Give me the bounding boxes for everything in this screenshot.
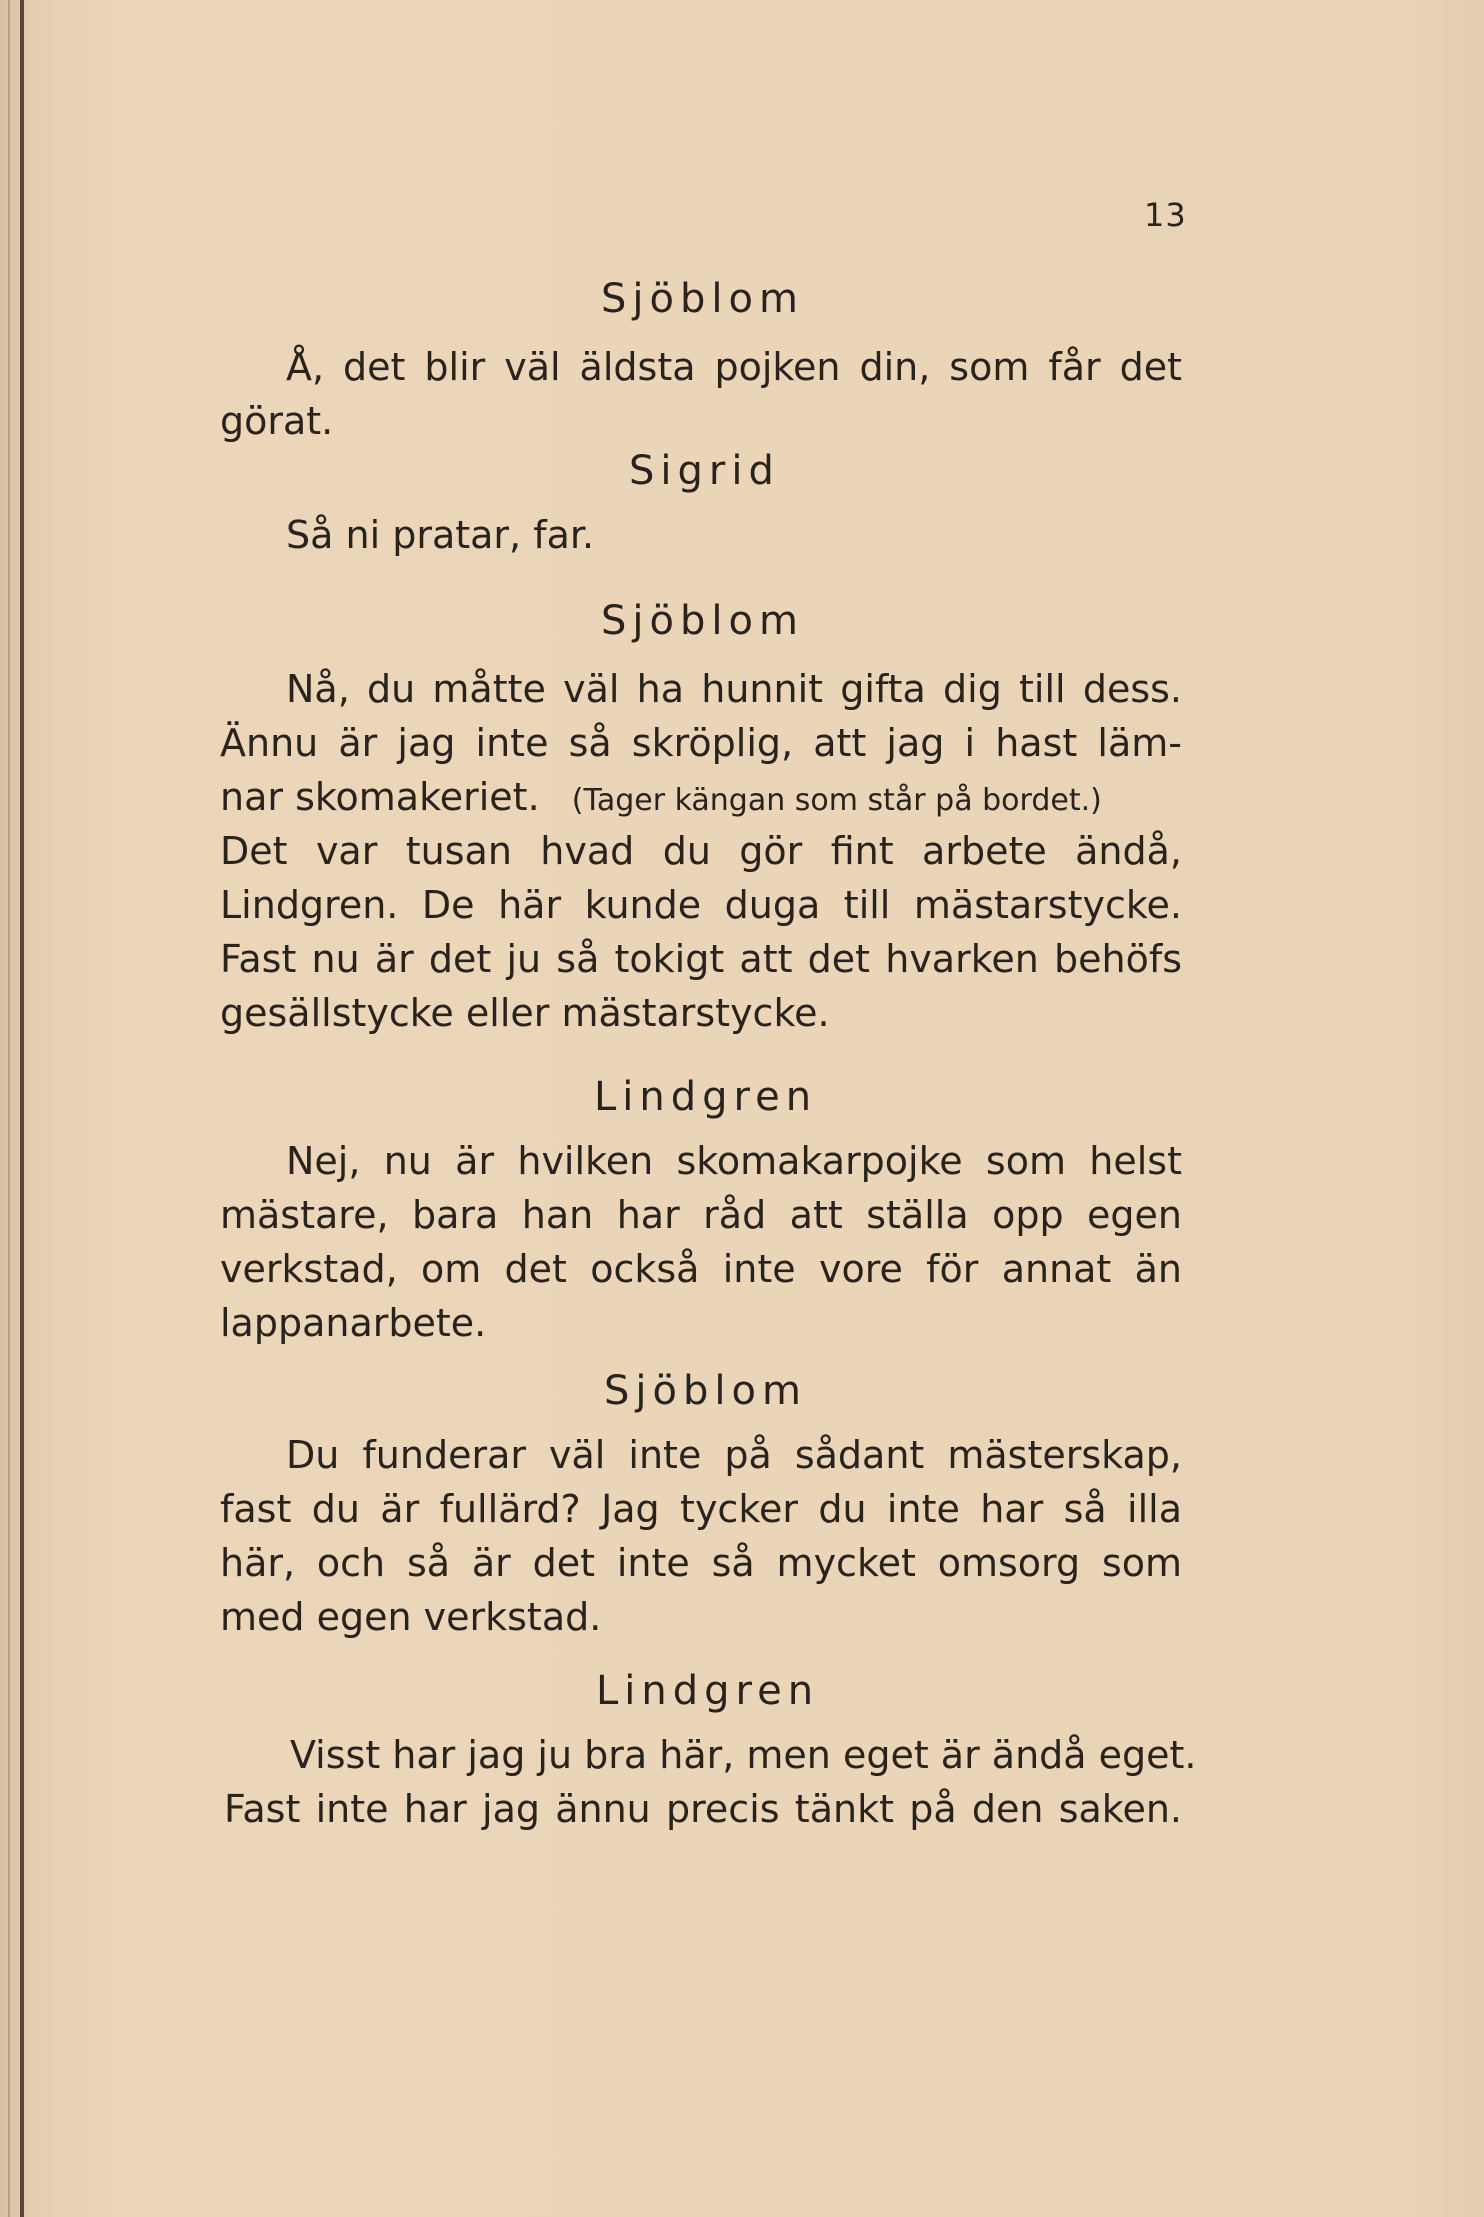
dialogue-line: med egen verkstad. <box>220 1595 602 1639</box>
dialogue-line: Ännu är jag inte så skröplig, att jag i hast läm- <box>220 721 1182 765</box>
dialogue-line: här, och så är det inte så mycket omsorg som <box>220 1541 1182 1585</box>
dialogue-line: Du funderar väl inte på sådant mästerskap, <box>286 1433 1182 1477</box>
speaker-name: Sjöblom <box>601 598 804 644</box>
speaker-name: Sjöblom <box>604 1368 807 1414</box>
dialogue-line: gesällstycke eller mästarstycke. <box>220 991 830 1035</box>
dialogue-line: Fast inte har jag ännu precis tänkt på den saken. <box>224 1787 1182 1831</box>
dialogue-line: mästare, bara han har råd att ställa opp egen <box>220 1193 1182 1237</box>
dialogue-line: lappanarbete. <box>220 1301 487 1345</box>
dialogue-line: Det var tusan hvad du gör fint arbete ändå, <box>220 829 1182 873</box>
dialogue-line: Lindgren. De här kunde duga till mästarstycke. <box>220 883 1182 927</box>
dialogue-line: verkstad, om det också inte vore för annat än <box>220 1247 1182 1291</box>
page-edge-shadow <box>8 0 10 2217</box>
book-spine-line <box>20 0 24 2217</box>
dialogue-text: nar skomakeriet. <box>220 775 540 819</box>
page-number: 13 <box>1144 196 1187 234</box>
dialogue-line: görat. <box>220 399 334 443</box>
speaker-name: Lindgren <box>596 1668 820 1714</box>
speaker-name: Sigrid <box>629 448 780 494</box>
speaker-name: Sjöblom <box>601 276 804 322</box>
dialogue-line: Nej, nu är hvilken skomakarpojke som helst <box>286 1139 1182 1183</box>
dialogue-line: fast du är fullärd? Jag tycker du inte har så illa <box>220 1487 1182 1531</box>
speaker-name: Lindgren <box>594 1074 818 1120</box>
dialogue-line <box>220 770 1102 828</box>
dialogue-line: Fast nu är det ju så tokigt att det hvarken behöfs <box>220 937 1182 981</box>
dialogue-line: Nå, du måtte väl ha hunnit gifta dig till dess. <box>286 667 1182 711</box>
dialogue-line: Så ni pratar, far. <box>286 513 595 557</box>
stage-direction: (Tager kängan som står på bordet.) <box>571 783 1102 818</box>
dialogue-line: Å, det blir väl äldsta pojken din, som får det <box>286 345 1182 389</box>
dialogue-line: Visst har jag ju bra här, men eget är ändå eget. <box>290 1733 1197 1777</box>
